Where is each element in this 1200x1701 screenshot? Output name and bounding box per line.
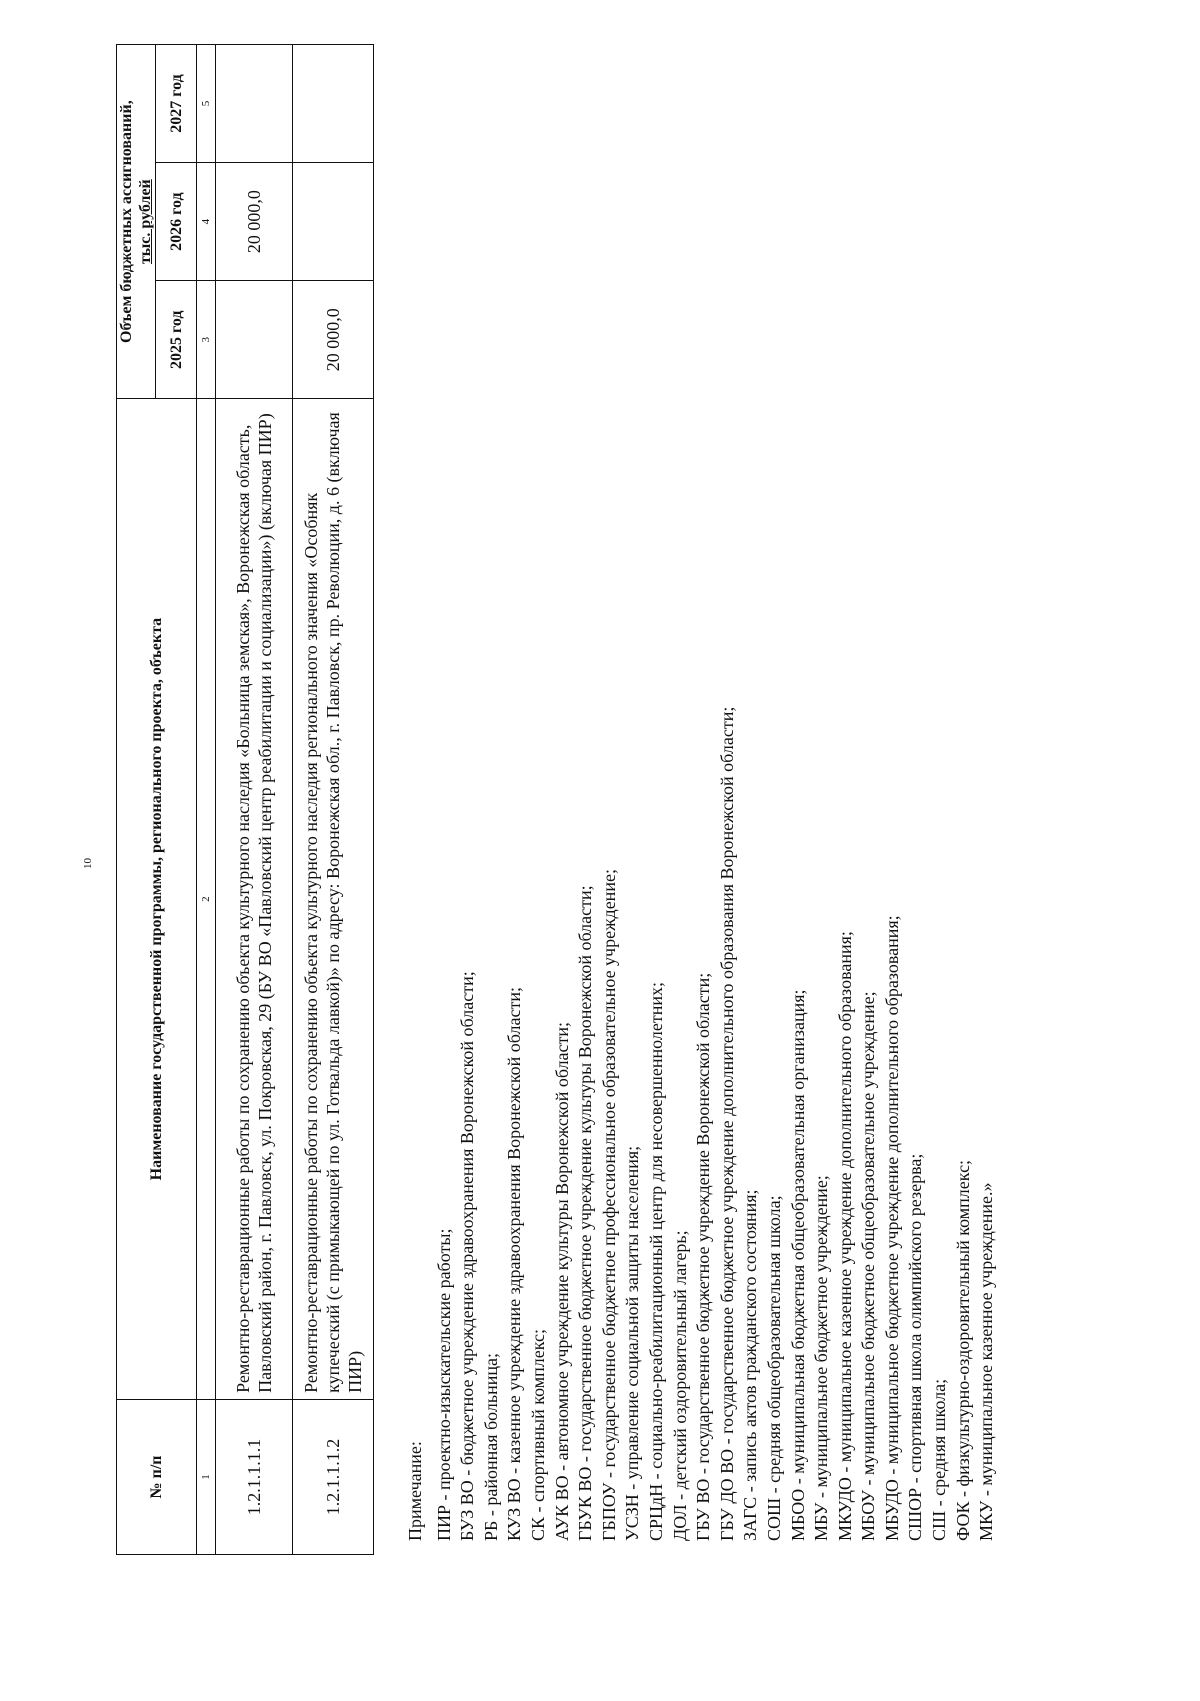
table-row (216, 45, 293, 1555)
header-row (117, 45, 156, 1555)
note-line: АУК ВО - автономное учреждение культуры Воронежской области; (551, 1021, 572, 1541)
header-volume (117, 45, 156, 399)
row-num: 1.2.1.1.1.2 (293, 1399, 374, 1554)
note-line: МКУ - муниципальное казенное учреждение.» (976, 1182, 997, 1541)
budget-table (116, 44, 374, 1555)
notes-title: Примечание: (405, 1441, 425, 1541)
note-line: МБОО - муниципальная бюджетная общеобразовательная организация; (787, 989, 808, 1541)
note-line: СШОР - спортивная школа олимпийского резерва; (905, 1153, 926, 1541)
header-year-2027: 2027 год (156, 45, 197, 163)
column-index: 5 (197, 45, 216, 163)
note-line: СШ - средняя школа; (929, 1378, 950, 1541)
header-volume-label: Объем бюджетных ассигнований, (118, 100, 135, 343)
note-line: ГБУК ВО - государственное бюджетное учреждение культуры Воронежской области; (575, 885, 596, 1541)
note-line: МБУ - муниципальное бюджетное учреждение; (811, 1175, 832, 1541)
row-value-2026: 20 000,0 (216, 163, 293, 281)
column-index: 1 (197, 1399, 216, 1554)
note-line: МБУДО - муниципальное бюджетное учреждение дополнительного образования; (881, 915, 902, 1541)
note-line: ГБУ ДО ВО - государственное бюджетное учреждение дополнительного образования Воронежской области; (716, 706, 737, 1541)
row-value-2025 (216, 281, 293, 399)
column-index: 3 (197, 281, 216, 399)
note-line: СК - спортивный комплекс; (527, 1328, 548, 1541)
row-value-2025: 20 000,0 (293, 281, 374, 399)
column-index: 2 (197, 399, 216, 1400)
row-num: 1.2.1.1.1.1 (216, 1399, 293, 1554)
row-value-2026 (293, 163, 374, 281)
note-line: ГБУ ВО - государственное бюджетное учреждение Воронежской области; (693, 972, 714, 1541)
page-number: 10 (82, 858, 94, 869)
header-unit: тыс. рублей (137, 179, 154, 265)
note-line: РБ - районная больница; (480, 1353, 501, 1541)
column-index-row (197, 45, 216, 1555)
note-line: ДОЛ - детский оздоровительный лагерь; (669, 1230, 690, 1541)
note-line: МБОУ - муниципальное бюджетное общеобразовательное учреждение; (858, 991, 879, 1541)
header-name: Наименование государственной программы, регионального проекта, объекта (117, 399, 197, 1400)
note-line: КУЗ ВО - казенное учреждение здравоохранения Воронежской области; (504, 987, 525, 1541)
notes (404, 61, 999, 1541)
header-num: № п/п (117, 1399, 197, 1554)
header-year-2026: 2026 год (156, 163, 197, 281)
note-line: ГБПОУ - государственное бюджетное профессиональное образовательное учреждение; (598, 869, 619, 1541)
row-value-2027 (293, 45, 374, 163)
note-line: ФОК - физкультурно-оздоровительный комплекс; (952, 1159, 973, 1541)
note-line: СРЦдН - социально-реабилитационный центр для несовершеннолетних; (645, 981, 666, 1541)
note-line: СОШ - средняя общеобразовательная школа; (763, 1195, 784, 1541)
row-name: Ремонтно-реставрационные работы по сохранению объекта культурного наследия регионального значения «Особняк купеческий (с примыкающей по ул. Готвальда лавкой)» по адресу: Воронежская обл., г. Павловск, пр. Революции, д. 6 (включая ПИР) (293, 399, 374, 1400)
note-line: ПИР - проектно-изыскательские работы; (433, 1228, 454, 1541)
note-line: БУЗ ВО - бюджетное учреждение здравоохранения Воронежской области; (457, 971, 478, 1541)
row-name: Ремонтно-реставрационные работы по сохранению объекта культурного наследия «Больница земская», Воронежская область, Павловский район, г. Павловск, ул. Покровская, 29 (БУ ВО «Павловский центр реабилитации и социализации») (включая ПИР) (216, 399, 293, 1400)
column-index: 4 (197, 163, 216, 281)
note-line: УСЗН - управление социальной защиты населения; (622, 1145, 643, 1541)
header-year-2025: 2025 год (156, 281, 197, 399)
note-line: ЗАГС - запись актов гражданского состояния; (740, 1189, 761, 1541)
note-line: МКУДО - муниципальное казенное учреждение дополнительного образования; (834, 931, 855, 1541)
table-row (293, 45, 374, 1555)
row-value-2027 (216, 45, 293, 163)
